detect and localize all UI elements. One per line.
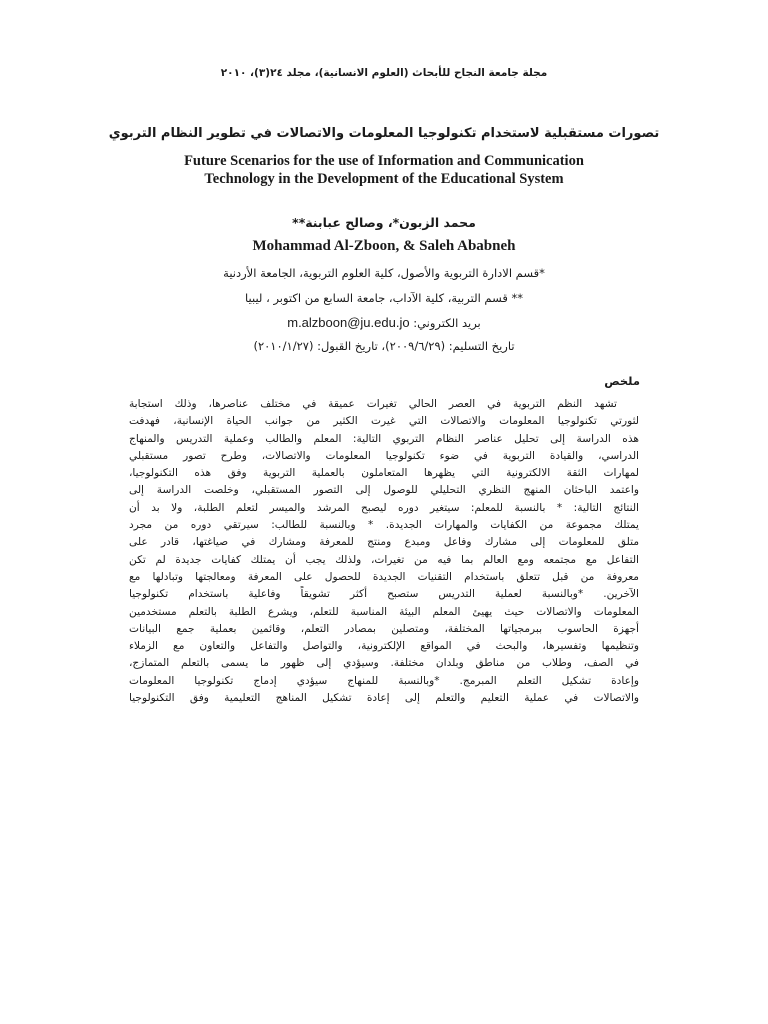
english-title — [110, 152, 658, 188]
abstract-line: تشهد النظم التربوية في العصر الحالي تغيرات عميقة في مختلف عناصرها، وذلك استجابة — [129, 398, 617, 410]
arabic-title: تصورات مستقبلية لاستخدام تكنولوجيا المعلومات والاتصالات في تطوير النظام التربوي — [108, 126, 660, 141]
submission-dates: تاريخ التسليم: (٢٠٠٩/٦/٢٩)، تاريخ القبول: (٢٠١٠/١/٢٧) — [253, 339, 515, 353]
abstract-line: لثورتي تكنولوجيا المعلومات والاتصالات التي غيرت الكثير من جوانب الحياة الإنسانية، فهدفت — [129, 415, 639, 428]
email-label: بريد الكتروني: — [413, 316, 481, 330]
abstract-line: الدراسي، والقيادة التربوية في ضوء تكنولوجيا المعلومات والاتصالات، وطرح تصور مستقبلي — [129, 449, 639, 462]
email-line — [0, 315, 768, 330]
abstract-line: وإعادة تشكيل التعلم المبرمج. *وبالنسبة للمنهاج سيؤدي إدماج تكنولوجيا المعلومات — [129, 674, 639, 687]
email-address: m.alzboon@ju.edu.jo — [287, 315, 410, 330]
abstract-line: الآخرين. *وبالنسبة لعملية التدريس ستصبح أكثر تشويقاً وفاعلية باستخدام تكنولوجيا — [129, 588, 639, 601]
abstract-line: التفاعل مع مجتمعه ومع العالم بما فيه من تغيرات، ولذلك يجب أن يمتلك كفايات جديدة لم تكن — [129, 553, 639, 566]
affiliation-libya: ** قسم التربية، كلية الآداب، جامعة السابع من اكتوبر ، ليبيا — [245, 291, 523, 305]
abstract-line: أجهزة الحاسوب ببرمجياتها المختلفة، ومتصلين بمصادر التعلم، وقائمين بعملية جمع البيانات — [129, 622, 639, 635]
abstract-body — [129, 396, 639, 707]
arabic-authors: محمد الزبون*، وصالح عبابنة** — [292, 215, 476, 230]
abstract-line: في الصف، وطلاب من مناطق وبلدان مختلفة. وسيؤدي إلى ظهور ما يسمى بالتعلم المتمازج، — [129, 657, 639, 670]
abstract-line: لمهارات الثقة الالكترونية التي يظهرها المتعاملون بالعملية التربوية وفق هذه التكنولوجيا، — [129, 467, 639, 480]
journal-running-header: مجلة جامعة النجاح للأبحاث (العلوم الانسانية)، مجلد ٢٤(٣)، ٢٠١٠ — [220, 67, 548, 79]
abstract-heading: ملخص — [604, 374, 640, 388]
english-title-line-1: Future Scenarios for the use of Information and Communication — [184, 153, 584, 169]
abstract-line: هذه الدراسة إلى تحليل عناصر النظام التربوي التالية: المعلم والطالب وعملية التدريس والمنهاج — [129, 432, 639, 445]
affiliation-jordan: *قسم الادارة التربوية والأصول، كلية العلوم التربوية، الجامعة الأردنية — [223, 266, 545, 280]
abstract-line: متلق للمعلومات إلى مشارك وفاعل ومبدع ومنتج للمعرفة ومشارك في صياغتها، قادر على — [129, 536, 639, 549]
abstract-line: معروفة من قبل تتعلق باستخدام التقنيات الجديدة للحصول على المعرفة ومعالجتها وتبادلها مع — [129, 570, 639, 583]
english-title-line-2: Technology in the Development of the Educational System — [204, 171, 564, 187]
abstract-line: وتنظيمها وتفسيرها، والبحث في المواقع الإلكترونية، والتواصل والتفاعل والتعاون مع الزملاء — [129, 640, 639, 653]
english-authors: Mohammad Al-Zboon, & Saleh Ababneh — [252, 238, 516, 254]
abstract-line: يمتلك مجموعة من الكفايات والمهارات الجديدة. * وبالنسبة للطالب: سيرتقي دوره من مجرد — [129, 519, 639, 532]
abstract-line: المعلومات والاتصالات حيث يهيئ المعلم البيئة المناسبة للتعلم، ويشرع الطلبة بالتعلم مستخدمين — [129, 605, 639, 618]
abstract-line: النتائج التالية: * بالنسبة للمعلم: سيتغير دوره ليصبح المرشد والميسر لتعلم الطلبة، ولا بد أن — [129, 501, 639, 514]
abstract-line: والاتصالات في عملية التعليم والتعلم إلى إعادة تشكيل المناهج التعليمية وفق التكنولوجيا — [129, 692, 639, 705]
abstract-line: واعتمد الباحثان المنهج النظري التحليلي للوصول إلى التصور المستقبلي، وخلصت الدراسة إلى — [129, 484, 639, 497]
